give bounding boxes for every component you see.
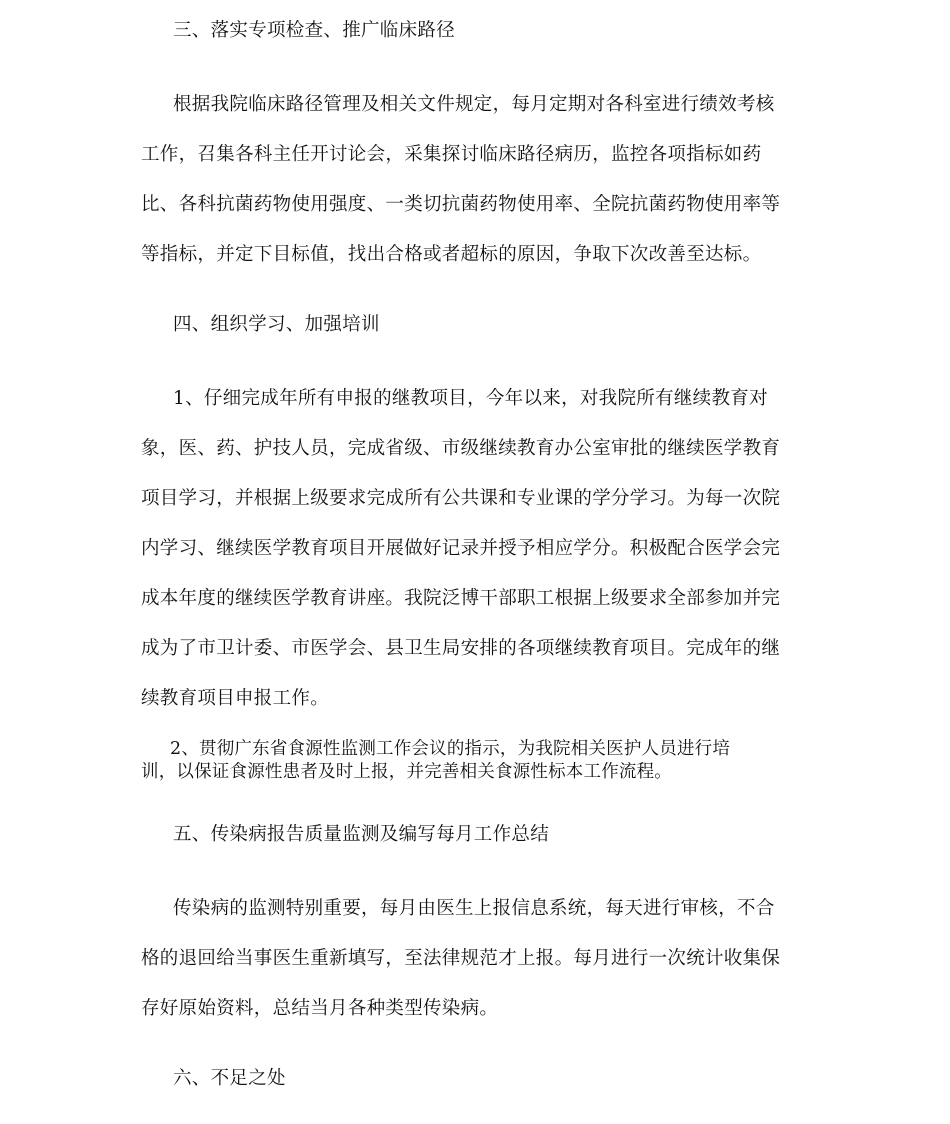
paragraph-line: 训，以保证食源性患者及时上报，并完善相关食源性标本工作流程。 xyxy=(141,762,672,782)
paragraph-line: 成为了市卫计委、市医学会、县卫生局安排的各项继续教育项目。完成年的继 xyxy=(141,638,781,659)
section-heading: 六、不足之处 xyxy=(173,1068,286,1089)
section-heading: 五、传染病报告质量监测及编写每月工作总结 xyxy=(173,824,550,845)
section-heading: 四、组织学习、加强培训 xyxy=(173,314,380,335)
paragraph-line: 成本年度的继续医学教育讲座。我院泛博干部职工根据上级要求全部参加并完 xyxy=(141,588,781,609)
paragraph-line: 存好原始资料，总结当月各种类型传染病。 xyxy=(141,998,499,1019)
paragraph-line: 格的退回给当事医生重新填写，至法律规范才上报。每月进行一次统计收集保 xyxy=(141,948,781,969)
paragraph-line: 内学习、继续医学教育项目开展做好记录并授予相应学分。积极配合医学会完 xyxy=(141,538,781,559)
paragraph-line: 比、各科抗菌药物使用强度、一类切抗菌药物使用率、全院抗菌药物使用率等 xyxy=(141,194,781,215)
paragraph-line: 项目学习，并根据上级要求完成所有公共课和专业课的学分学习。为每一次院 xyxy=(141,488,781,509)
section-heading: 三、落实专项检查、推广临床路径 xyxy=(173,20,456,41)
paragraph-line: 等指标，并定下目标值，找出合格或者超标的原因，争取下次改善至达标。 xyxy=(141,244,762,265)
paragraph-line: 象，医、药、护技人员，完成省级、市级继续教育办公室审批的继续医学教育 xyxy=(141,438,781,459)
paragraph-line: 1、仔细完成年所有申报的继教项目，今年以来，对我院所有继续教育对 xyxy=(173,388,768,409)
paragraph-line: 2、贯彻广东省食源性监测工作会议的指示，为我院相关医护人员进行培 xyxy=(170,739,731,759)
paragraph-line: 续教育项目申报工作。 xyxy=(141,688,330,709)
paragraph-line: 根据我院临床路径管理及相关文件规定，每月定期对各科室进行绩效考核 xyxy=(173,94,775,115)
paragraph-line: 工作，召集各科主任开讨论会，采集探讨临床路径病历，监控各项指标如药 xyxy=(141,144,762,165)
paragraph-line: 传染病的监测特别重要，每月由医生上报信息系统，每天进行审核，不合 xyxy=(173,898,775,919)
